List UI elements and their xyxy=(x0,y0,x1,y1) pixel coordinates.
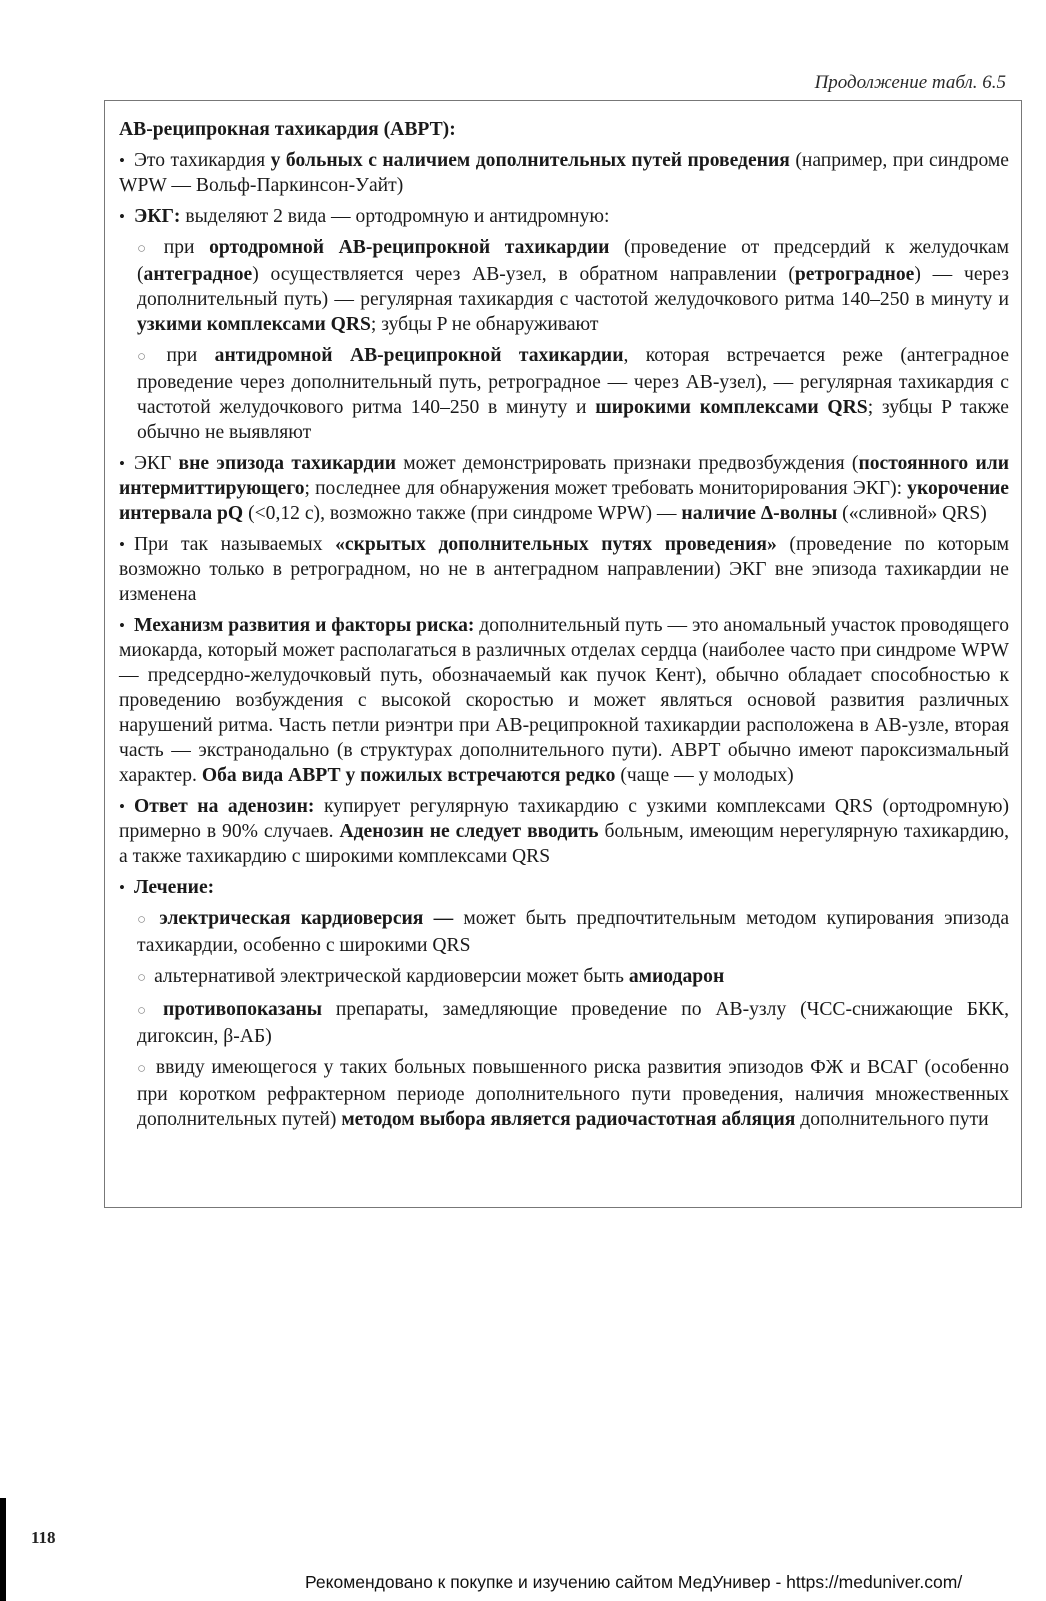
bullet-icon: • xyxy=(119,616,125,635)
bullet-definition: • Это тахикардия у больных с наличием дополнительных путей проведения (например, при синдроме WPW — Вольф-Паркинсон-Уайт) xyxy=(119,150,1009,196)
sub-item-contraindicated: ○ противопоказаны препараты, замедляющие проведение по АВ-узлу (ЧСС-снижающие БКК, дигоксин, β-АБ) xyxy=(137,999,1009,1047)
bullet-icon: • xyxy=(119,151,125,170)
sub-item-antidromic: ○ при антидромной АВ-реципрокной тахикардии, которая встречается реже (антеградное проведение через дополнительный путь, ретроградное — через АВ-узел), — регулярная тахикардия с частотой желудочкового ритма 140–250 в минуту и широкими комплексами QRS; зубцы P также обычно не выявляют xyxy=(137,345,1010,443)
sub-item-orthodromic: ○ при ортодромной АВ-реципрокной тахикардии (проведение от предсердий к желудочкам (антеградное) осуществляется через АВ-узел, в обратном направлении (ретроградное) — через дополнительный путь) — регулярная тахикардия с частотой желудочкового ритма 140–250 в минуту и узкими комплексами QRS; зубцы P не обнаруживают xyxy=(137,237,1009,335)
bullet-icon: • xyxy=(119,207,125,226)
circle-bullet-icon: ○ xyxy=(137,241,156,257)
circle-bullet-icon: ○ xyxy=(137,970,147,986)
footer-watermark: Рекомендовано к покупке и изучению сайтом МедУнивер - https://meduniver.com/ xyxy=(305,1572,963,1592)
circle-bullet-icon: ○ xyxy=(137,349,159,365)
bullet-hidden-pathways: • При так называемых «скрытых дополнительных путях проведения» (проведение по которым возможно только в ретроградном, но не в антеградном направлении) ЭКГ вне эпизода тахикардии не изменена xyxy=(119,534,1010,605)
page-number: 118 xyxy=(31,1528,56,1547)
bullet-ecg-outside-episode: • ЭКГ вне эпизода тахикардии может демонстрировать признаки предвозбуждения (постоянного или интермиттирующего; последнее для обнаружения может требовать мониторирования ЭКГ): укорочение интервала pQ (<0,12 с), возможно также (при синдроме WPW) — наличие Δ-волны («сливной» QRS) xyxy=(119,453,1010,524)
page-edge-mark xyxy=(0,1498,6,1601)
circle-bullet-icon: ○ xyxy=(137,1061,148,1077)
section-title: АВ-реципрокная тахикардия (АВРТ): xyxy=(119,119,456,140)
table-cell xyxy=(104,100,1022,1208)
bullet-ecg: • ЭКГ: выделяют 2 вида — ортодромную и антидромную: xyxy=(119,206,610,227)
sub-item-cardioversion: ○ электрическая кардиоверсия — может быть предпочтительным методом купирования эпизода тахикардии, особенно с широкими QRS xyxy=(137,908,1010,956)
table-continuation-header: Продолжение табл. 6.5 xyxy=(814,72,1006,93)
circle-bullet-icon: ○ xyxy=(137,912,152,928)
bullet-adenosine: • Ответ на аденозин: купирует регулярную тахикардию с узкими комплексами QRS (ортодромную) примерно в 90% случаев. Аденозин не следует вводить больным, имеющим нерегулярную тахикардию, а также тахикардию с широкими комплексами QRS xyxy=(119,796,1009,867)
bullet-treatment: • Лечение: xyxy=(119,877,215,898)
sub-item-ablation: ○ ввиду имеющегося у таких больных повышенного риска развития эпизодов ФЖ и ВСАГ (особенно при коротком рефрактерном периоде дополнительного пути проведения, наличия множественных дополнительных путей) методом выбора является радиочастотная абляция дополнительного пути xyxy=(137,1057,1009,1130)
circle-bullet-icon: ○ xyxy=(137,1003,156,1019)
bullet-icon: • xyxy=(119,454,125,473)
sub-item-amiodarone: ○ альтернативой электрической кардиоверсии может быть амиодарон xyxy=(137,966,725,987)
bullet-icon: • xyxy=(119,797,125,816)
bullet-icon: • xyxy=(119,535,125,554)
bullet-icon: • xyxy=(119,878,125,897)
bullet-mechanism: • Механизм развития и факторы риска: дополнительный путь — это аномальный участок проводящего миокарда, который может располагаться в различных отделах сердца (наиболее часто при синдроме WPW — предсердно-желудочковый путь, обозначаемый как пучок Кент), обычно обладает способностью к проведению возбуждения с высокой скоростью и может являться основой развития различных нарушений ритма. Часть петли риэнтри при АВ-реципрокной тахикардии расположена в АВ-узле, вторая часть — экстранодально (в структурах дополнительного пути). АВРТ обычно имеют пароксизмальный характер. Оба вида АВРТ у пожилых встречаются редко (чаще — у молодых) xyxy=(119,615,1010,786)
